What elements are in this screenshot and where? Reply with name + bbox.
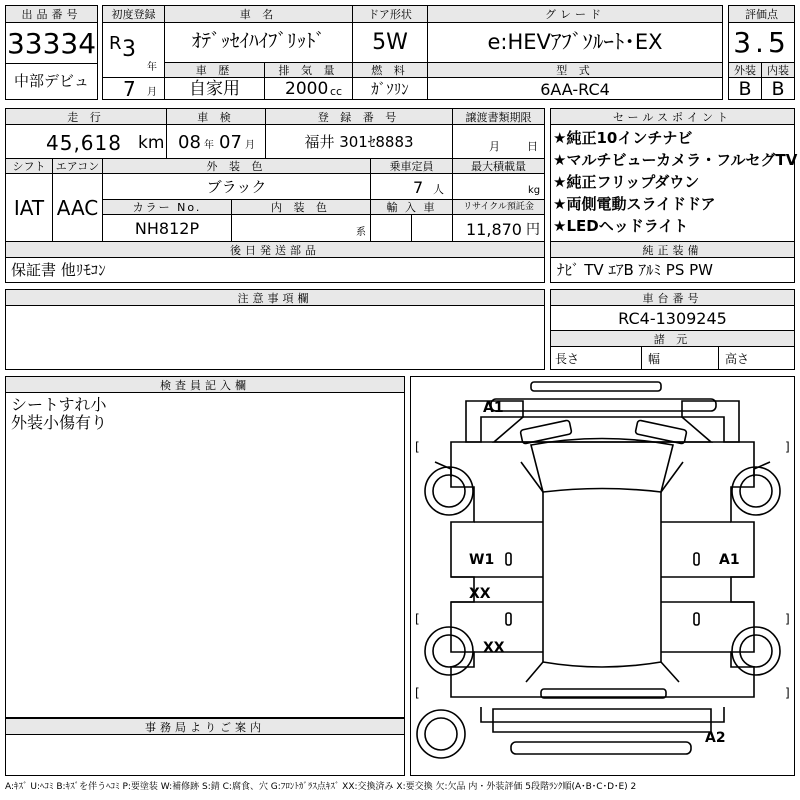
fuel-label-cell (352, 62, 428, 78)
first-reg-year-cell (102, 22, 165, 78)
shift: IAT (13, 196, 45, 220)
exterior-score: B (738, 78, 752, 100)
grade-cell (427, 22, 723, 63)
grade: e:HEVｱﾌﾞｿﾙｰﾄ･EX (487, 30, 663, 54)
era: R (109, 33, 122, 54)
mark-left-rear-door: XX (469, 586, 491, 602)
color-no: NH812P (134, 219, 200, 238)
interior-cell (761, 77, 795, 100)
load-label: 最大積載量 (471, 160, 526, 173)
fuel-cell (352, 77, 428, 100)
inspector-label: 検査員記入欄 (160, 379, 250, 392)
venue: 中部デビュ (13, 72, 89, 90)
recycle-label-cell (452, 199, 545, 215)
bracket-right-3: ] (785, 686, 790, 700)
mileage-label-cell (5, 108, 167, 125)
plate-label: 登 録 番 号 (317, 111, 401, 124)
insp-year: 08 (178, 132, 201, 153)
inspection-cell (166, 124, 266, 159)
length-cell (550, 346, 642, 370)
later-parts-label-cell (5, 241, 545, 258)
first-reg-label-cell (102, 5, 165, 23)
transfer-month: 月 (489, 140, 500, 153)
inspector-line-2: 外装小傷有り (11, 413, 108, 432)
history-label: 車 歴 (195, 64, 234, 77)
inspector-cell (5, 392, 405, 718)
interior-score: B (771, 78, 785, 100)
inspection-label: 車 検 (197, 111, 235, 124)
ext-color-label: 外 装 色 (206, 160, 267, 173)
history-label-cell (164, 62, 265, 78)
lot-number-cell (5, 22, 98, 64)
mark-rear-bumper: A2 (705, 730, 726, 746)
displacement-cell (264, 77, 353, 100)
plate-cell (265, 124, 453, 159)
exterior-label-cell (728, 62, 762, 78)
color-no-cell (102, 214, 232, 242)
later-parts: 保証書 他ﾘﾓｺﾝ (11, 261, 106, 279)
import-label: 輸 入 車 (386, 201, 437, 214)
first-reg-label: 初度登録 (111, 8, 156, 21)
mark-left-front-door: W1 (469, 552, 495, 568)
recycle-unit: 円 (526, 222, 540, 238)
displacement-label: 排 気 量 (278, 64, 339, 77)
caution-cell (5, 305, 545, 370)
bracket-left-1: [ (415, 440, 420, 454)
interior-label-cell (761, 62, 795, 78)
fuel-label: 燃 料 (371, 64, 409, 77)
door-label-cell (352, 5, 428, 23)
office-cell (5, 734, 405, 776)
oem-label-cell (550, 241, 795, 258)
legend-footer: A:ｷｽﾞ U:ﾍｺﾐ B:ｷｽﾞを伴うﾍｺﾐ P:要塗装 W:補修跡 S:錆 C:腐食、穴 G:ﾌﾛﾝﾄｶﾞﾗｽ点ｷｽﾞ XX:交換済み X:要交換 欠:欠品 内・外装評価 5段階ﾗﾝｸ順(A･B･C･D･E) 2 (5, 782, 637, 792)
ext-color-label-cell (102, 158, 371, 174)
reg-year: 3 (122, 37, 136, 62)
insp-month-unit: 月 (245, 140, 255, 151)
displacement-label-cell (264, 62, 353, 78)
exterior-label: 外装 (734, 64, 756, 77)
score-label-cell (728, 5, 795, 23)
capacity: 7 (413, 178, 424, 197)
dims-label-cell (550, 330, 795, 347)
ac-cell (52, 173, 103, 242)
score-cell (728, 22, 795, 63)
ac-label: エアコン (55, 160, 100, 173)
year-unit: 年 (147, 62, 157, 73)
capacity-label-cell (370, 158, 453, 174)
later-parts-label: 後日発送部品 (230, 244, 320, 257)
transfer-label: 譲渡書類期限 (465, 111, 532, 124)
oem-label: 純正装備 (642, 244, 703, 257)
insp-month: 07 (219, 132, 242, 153)
history-cell (164, 77, 265, 100)
month-unit: 月 (147, 87, 157, 98)
shift-label-cell (5, 158, 53, 174)
model-cell (427, 77, 723, 100)
reg-month: 7 (123, 77, 136, 101)
ac: AAC (56, 196, 99, 220)
model-label-cell (427, 62, 723, 78)
capacity-unit: 人 (433, 183, 444, 196)
office-label-cell (5, 718, 405, 735)
int-color-label-cell (231, 199, 371, 215)
car-name-label: 車 名 (239, 8, 278, 21)
door: 5W (372, 30, 408, 55)
model-label: 型 式 (556, 64, 594, 77)
plate-label-cell (265, 108, 453, 125)
chassis-number: RC4-1309245 (618, 309, 727, 328)
inspector-label-cell (5, 376, 405, 393)
fuel: ｶﾞｿﾘﾝ (371, 80, 409, 98)
length-label: 長さ (555, 352, 580, 366)
int-color-cell (231, 214, 371, 242)
width-cell (641, 346, 719, 370)
dims-label: 諸 元 (653, 333, 692, 346)
door-cell (352, 22, 428, 63)
mileage-cell (5, 124, 167, 159)
chassis-label-cell (550, 289, 795, 306)
selling-points-label: セールスポイント (612, 111, 732, 124)
first-reg-month-cell (102, 77, 165, 100)
import-label-cell (370, 199, 453, 215)
interior-label: 内装 (767, 64, 789, 77)
shift-cell (5, 173, 53, 242)
mileage-unit: km (138, 133, 165, 153)
selling-point-1: ★純正10インチナビ (553, 129, 693, 147)
lot-label-cell (5, 5, 98, 23)
car-name-cell (164, 22, 353, 63)
ac-label-cell (52, 158, 103, 174)
capacity-label: 乗車定員 (389, 160, 434, 173)
mark-right-front-door: A1 (719, 552, 740, 568)
selling-point-2: ★マルチビューカメラ・フルセグTV (553, 151, 798, 169)
height-label: 高さ (725, 352, 750, 366)
capacity-cell (370, 173, 453, 200)
car-name-label-cell (164, 5, 353, 23)
bracket-right-1: ] (785, 440, 790, 454)
displacement-unit: cc (330, 85, 343, 98)
int-color-suffix: 系 (356, 227, 366, 238)
exterior-cell (728, 77, 762, 100)
transfer-cell (452, 124, 545, 159)
selling-point-4: ★両側電動スライドドア (553, 195, 716, 213)
chassis-cell (550, 305, 795, 331)
history: 自家用 (189, 79, 240, 99)
load-unit: kg (528, 185, 541, 196)
model: 6AA-RC4 (540, 80, 610, 99)
grade-label-cell (427, 5, 723, 23)
score-label: 評価点 (745, 8, 778, 21)
plate: 福井 301ｾ8883 (304, 133, 414, 151)
later-parts-cell (5, 257, 545, 283)
load-label-cell (452, 158, 545, 174)
transfer-label-cell (452, 108, 545, 125)
selling-point-3: ★純正フリップダウン (553, 173, 700, 191)
door-label: ドア形状 (368, 8, 412, 21)
grade-label: グレード (545, 8, 605, 21)
lot-label: 出品番号 (21, 8, 82, 21)
transfer-day: 日 (527, 140, 538, 153)
mileage-label: 走 行 (67, 111, 105, 124)
ext-color: ブラック (206, 178, 267, 196)
caution-label: 注意事項欄 (237, 292, 313, 305)
chassis-label: 車台番号 (642, 292, 703, 305)
import-cell-b (411, 214, 453, 242)
lot-number: 33334 (6, 27, 97, 60)
insp-year-unit: 年 (204, 140, 214, 151)
ext-color-cell (102, 173, 371, 200)
bracket-left-2: [ (415, 612, 420, 626)
mileage: 45,618 (46, 131, 122, 155)
car-diagram (410, 376, 795, 776)
office-label: 事務局よりご案内 (145, 721, 265, 734)
inspector-line-1: シートすれ小 (11, 395, 107, 414)
car-diagram-drawing (411, 377, 794, 775)
oem-equipment: ﾅﾋﾞ TV ｴｱB ｱﾙﾐ PS PW (557, 261, 713, 279)
recycle-cell (452, 214, 545, 242)
color-no-label-cell (102, 199, 232, 215)
displacement: 2000 (285, 79, 329, 99)
mark-left-rear-quarter: XX (483, 640, 505, 656)
load-cell (452, 173, 545, 200)
import-cell-a (370, 214, 412, 242)
venue-cell (5, 63, 98, 100)
int-color-label: 内 装 色 (271, 201, 331, 214)
selling-points-cell (550, 124, 798, 242)
width-label: 幅 (648, 352, 661, 366)
selling-points-label-cell (550, 108, 795, 125)
height-cell (718, 346, 795, 370)
color-no-label: カラー No. (132, 201, 202, 214)
recycle-label: リサイクル預託金 (463, 202, 534, 212)
shift-label: シフト (12, 160, 46, 173)
car-name: ｵﾃﾞｯｾｲﾊｲﾌﾞﾘｯﾄﾞ (191, 30, 325, 52)
inspection-label-cell (166, 108, 266, 125)
recycle: 11,870 (466, 220, 522, 239)
oem-cell (550, 257, 795, 283)
selling-point-5: ★LEDヘッドライト (553, 217, 689, 235)
bracket-right-2: ] (785, 612, 790, 626)
caution-label-cell (5, 289, 545, 306)
bracket-left-3: [ (415, 686, 420, 700)
mark-front-left: A1 (483, 400, 504, 416)
score: 3.5 (733, 26, 790, 59)
